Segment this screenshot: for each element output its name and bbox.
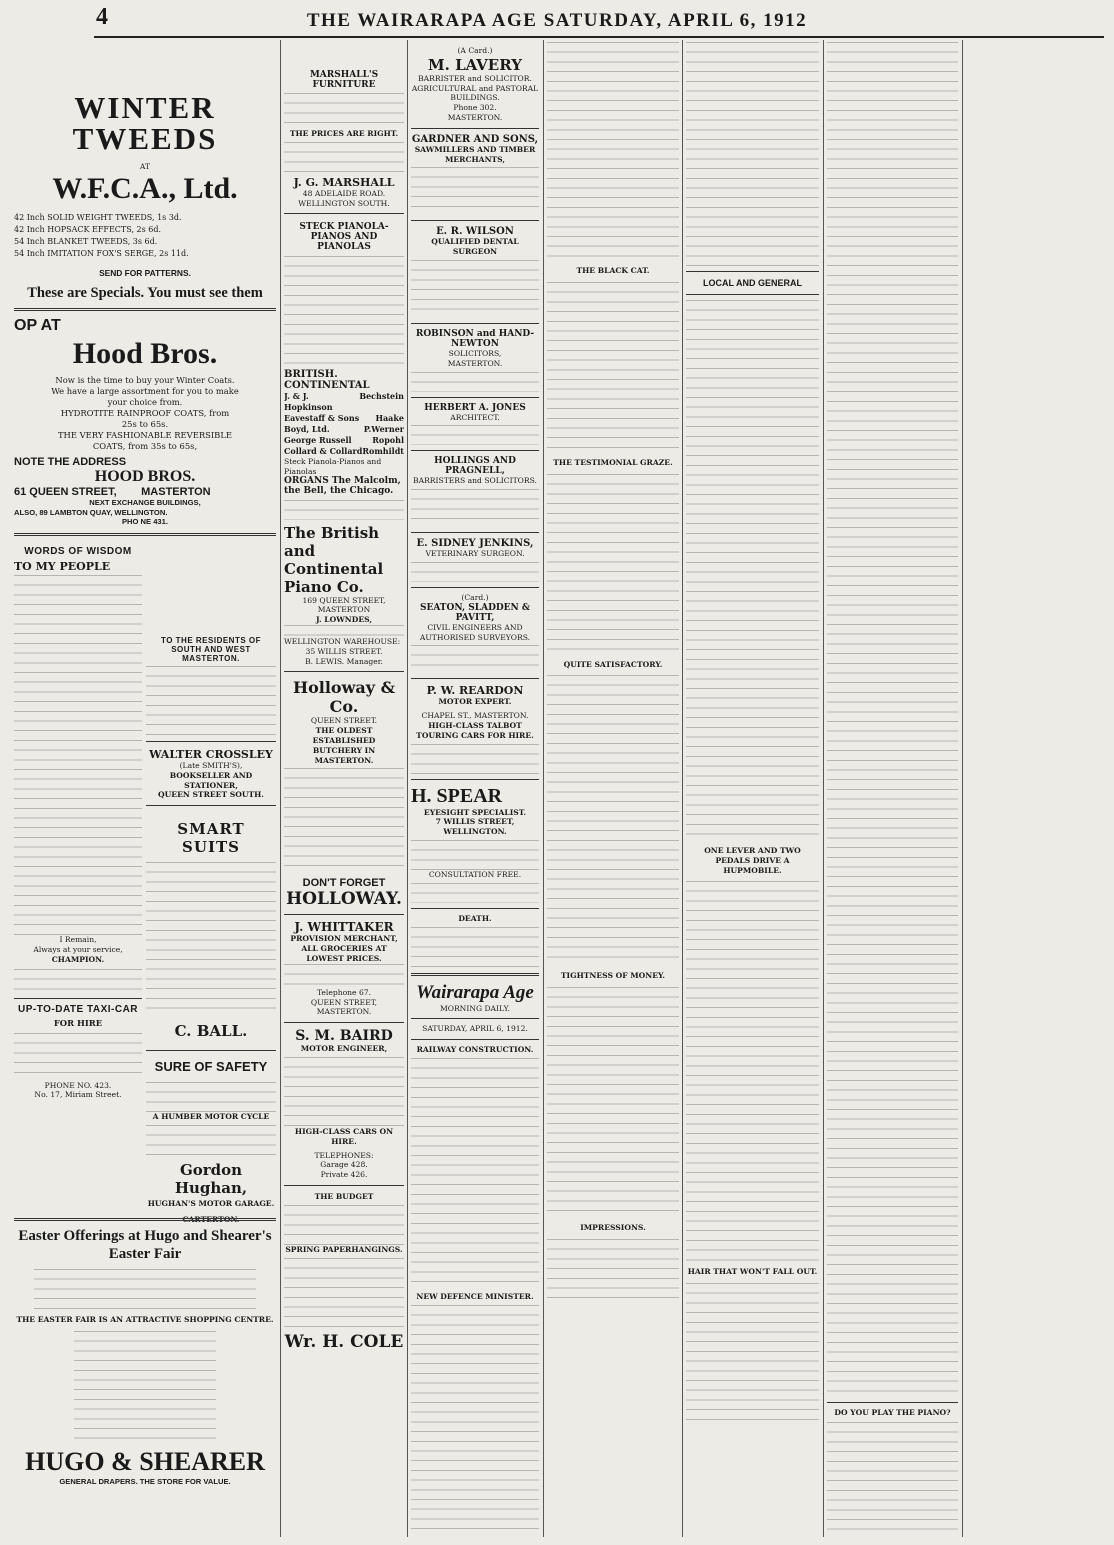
gardner-sub: SAWMILLERS AND TIMBER MERCHANTS,: [414, 144, 536, 164]
words-of-wisdom-heading: WORDS OF WISDOM: [24, 546, 132, 558]
column-rule: [543, 40, 544, 1537]
whittaker-trade: PROVISION MERCHANT,: [290, 934, 398, 944]
hood-address-name: HOOD BROS.: [94, 467, 196, 485]
column-3: [284, 42, 404, 1537]
hood-next: NEXT EXCHANGE BUILDINGS,: [89, 497, 201, 507]
article-text: [411, 1058, 539, 1288]
wisdom-sub: TO MY PEOPLE: [14, 560, 111, 574]
lavery-phone: Phone 302.: [453, 103, 497, 113]
easter-fair: THE EASTER FAIR IS AN ATTRACTIVE SHOPPING CENTRE.: [16, 1315, 274, 1324]
masthead: [0, 0, 1114, 34]
lowndes: J. LOWNDES,: [316, 615, 372, 625]
send-for-patterns: SEND FOR PATTERNS.: [99, 267, 191, 278]
lavery-title: BARRISTER and SOLICITOR.: [418, 73, 532, 83]
list-item: 54 Inch IMITATION FOX'S SERGE, 2s 11d.: [14, 248, 189, 258]
article-heading: THE BLACK CAT.: [576, 266, 650, 275]
article-text: [547, 1239, 679, 1299]
piano-maker-row: [284, 391, 404, 413]
holloway-oldest: THE OLDEST ESTABLISHED: [312, 726, 376, 745]
article-text: [146, 666, 276, 736]
hood-line: your choice from.: [107, 396, 183, 407]
piano-maker-row: [284, 435, 404, 446]
organs-line: ORGANS The Malcolm, the Bell, the Chicago.: [284, 475, 401, 496]
wfca-firm: W.F.C.A., Ltd.: [52, 171, 238, 205]
wilson-name: E. R. WILSON: [436, 226, 514, 238]
column-rule: [280, 40, 281, 1537]
piano-maker: Boyd, Ltd.: [284, 424, 330, 435]
article-text: [411, 927, 539, 967]
piano-makers-list: [284, 391, 404, 457]
article-text: [14, 1033, 142, 1081]
lavery-card: (A Card.): [457, 46, 493, 55]
column-5: [547, 42, 679, 1537]
column-4: [411, 42, 539, 1537]
article-text: [411, 372, 539, 392]
article-text: [411, 167, 539, 215]
article-heading: HAIR THAT WON'T FALL OUT.: [687, 1267, 818, 1277]
article-text: [411, 425, 539, 445]
piano-maker: Bechstein: [359, 391, 404, 402]
article-text: [146, 1082, 276, 1112]
article-text: [827, 42, 958, 1397]
marshall-name: J. G. MARSHALL: [293, 175, 395, 189]
article-text: [146, 1125, 276, 1155]
holloway-queen: QUEEN STREET.: [310, 716, 378, 726]
baird-private: Private 426.: [320, 1170, 368, 1180]
column-rule: [682, 40, 683, 1537]
article-text: [284, 500, 404, 520]
sure-of-safety-headline: SURE OF SAFETY: [154, 1059, 268, 1075]
carterton: CARTERTON.: [182, 1214, 240, 1224]
tweeds-at: AT: [139, 162, 151, 171]
column-rule: [823, 40, 824, 1537]
article-text: [284, 142, 404, 172]
article-text: [14, 575, 142, 935]
column-7: [827, 42, 958, 1537]
specials-line: These are Specials. You must see them: [27, 284, 263, 301]
article-heading: DO YOU PLAY THE PIANO?: [834, 1408, 951, 1417]
piano-maker: Haake: [375, 413, 404, 424]
seaton-card: (Card.): [461, 592, 489, 602]
article-text: [411, 645, 539, 673]
jones-title: ARCHITECT.: [450, 412, 500, 422]
note-address: NOTE THE ADDRESS: [14, 455, 127, 468]
article-text: [686, 300, 819, 840]
hood-address: 61 QUEEN STREET, MASTERTON: [14, 485, 211, 498]
article-text: [411, 260, 539, 318]
article-heading: IMPRESSIONS.: [580, 1223, 646, 1233]
residents-heading: TO THE RESIDENTS OF SOUTH AND WEST MASTERTON.: [160, 636, 262, 663]
column-6: [686, 42, 819, 1537]
reardon-title: MOTOR EXPERT.: [438, 697, 512, 707]
article-text: [411, 883, 539, 903]
british-piano-co: The British and Continental Piano Co.: [284, 523, 384, 596]
wairarapa-age-masthead: Wairarapa Age: [416, 981, 534, 1003]
article-heading: RAILWAY CONSTRUCTION.: [416, 1045, 534, 1055]
piano-maker: Collard & Collard: [284, 446, 363, 457]
baird-garage: Garage 428.: [320, 1160, 368, 1170]
local-general-heading: LOCAL AND GENERAL: [703, 278, 802, 288]
piano-maker: J. & J. Hopkinson: [284, 391, 333, 413]
lavery-name: M. LAVERY: [428, 55, 522, 74]
article-text: [284, 256, 404, 366]
prices-right: THE PRICES ARE RIGHT.: [289, 129, 399, 138]
article-heading: THE TESTIMONIAL GRAZE.: [553, 457, 673, 467]
robinson-title: SOLICITORS,: [448, 348, 502, 358]
warehouse-addr: 35 WILLIS STREET.: [305, 646, 383, 656]
british-piano-addr: 169 QUEEN STREET, MASTERTON: [302, 595, 386, 615]
jones-name: HERBERT A. JONES: [424, 402, 526, 413]
wisdom-sign: I Remain,: [59, 935, 97, 945]
article-heading: ONE LEVER AND TWO PEDALS DRIVE A HUPMOBILE.: [704, 846, 801, 875]
jenkins-title: VETERINARY SURGEON.: [425, 549, 525, 559]
spear-consult: CONSULTATION FREE.: [428, 869, 522, 879]
taxi-sub: FOR HIRE: [53, 1017, 103, 1028]
marshall-addr: 48 ADELAIDE ROAD.: [302, 188, 386, 198]
column-rule: [407, 40, 408, 1537]
article-text: [411, 562, 539, 582]
piano-maker-row: [284, 446, 404, 457]
hood-line: Now is the time to buy your Winter Coats.: [55, 374, 235, 385]
masthead-rule: [94, 36, 1104, 38]
baird-trade: MOTOR ENGINEER,: [300, 1044, 388, 1054]
spring-paperhangings: SPRING PAPERHANGINGS.: [285, 1244, 403, 1254]
column-rule: [962, 40, 963, 1537]
article-text: [547, 282, 679, 452]
baird-name: S. M. BAIRD: [295, 1028, 393, 1045]
holloway-butchery: BUTCHERY IN MASTERTON.: [312, 745, 376, 765]
steck-heading: STECK PIANOLA-PIANOS AND PIANOLAS: [299, 222, 389, 253]
list-item: 42 Inch HOPSACK EFFECTS, 2s 6d.: [14, 224, 162, 234]
holloway-big: HOLLOWAY.: [286, 889, 402, 910]
whittaker-name: J. WHITTAKER: [294, 920, 394, 935]
tweeds-list: [14, 212, 276, 260]
article-text: [284, 768, 404, 873]
article-text: [547, 42, 679, 260]
hood-hydro: HYDROTITE RAINPROOF COATS, from: [60, 407, 230, 418]
seaton-title: CIVIL ENGINEERS AND AUTHORISED SURVEYORS.: [419, 622, 531, 642]
article-text: [411, 744, 539, 774]
taxi-heading: UP-TO-DATE TAXI-CAR: [17, 1003, 139, 1015]
wilson-title: QUALIFIED DENTAL SURGEON: [431, 237, 519, 257]
smart-suits-headline: SMART SUITS: [177, 820, 245, 857]
piano-maker-row: [284, 424, 404, 435]
piano-maker: Eavestaff & Sons: [284, 413, 360, 424]
lewis-manager: B. LEWIS. Manager.: [305, 656, 383, 666]
seaton-name: SEATON, SLADDEN & PAVITT,: [419, 602, 531, 623]
reardon-cars: HIGH-CLASS TALBOT TOURING CARS FOR HIRE.: [416, 720, 534, 740]
article-text: [284, 1258, 404, 1328]
article-text: [686, 1283, 819, 1423]
steck-line: Steck Pianola-Pianos and Pianolas: [284, 457, 382, 477]
hood-line: We have a large assortment for you to make: [51, 385, 239, 396]
article-heading: NEW DEFENCE MINISTER.: [416, 1291, 534, 1301]
hood-phone: PHO NE 431.: [121, 517, 168, 527]
baird-tel: TELEPHONES:: [314, 1150, 374, 1160]
article-text: [284, 625, 404, 637]
article-text: [284, 93, 404, 129]
easter-headline: Easter Offerings at Hugo and Shearer's Easter Fair: [18, 1228, 272, 1262]
wisdom-sign: Always at your service,: [33, 944, 123, 954]
article-text: [547, 987, 679, 1217]
article-text: [74, 1331, 216, 1441]
article-text: [146, 862, 276, 1012]
piano-maker: George Russell: [284, 435, 352, 446]
hood-bros-name: Hood Bros.: [72, 336, 218, 370]
crossley-addr: QUEEN STREET SOUTH.: [158, 790, 264, 800]
article-text: [34, 1269, 256, 1309]
article-text: [411, 840, 539, 870]
article-text: [14, 969, 142, 993]
list-item: 54 Inch BLANKET TWEEDS, 3s 6d.: [14, 236, 158, 246]
piano-maker: Romhildt: [362, 446, 404, 457]
op-at: OP AT: [14, 316, 61, 334]
piano-maker: P.Werner: [363, 424, 404, 435]
article-text: [411, 1305, 539, 1537]
crossley-trade: BOOKSELLER AND STATIONER,: [169, 770, 253, 790]
spear-title: EYESIGHT SPECIALIST.: [423, 807, 527, 817]
death-heading: DEATH.: [458, 913, 492, 923]
article-text: [547, 675, 679, 965]
article-heading: TIGHTNESS OF MONEY.: [560, 971, 666, 981]
gordon-hughan: Gordon Hughan,: [174, 1160, 248, 1197]
article-text: [284, 1205, 404, 1245]
reardon-name: P. W. REARDON: [426, 684, 524, 698]
c-ball-name: C. BALL.: [174, 1022, 248, 1041]
spear-name: H. SPEAR: [411, 784, 503, 807]
budget-heading: THE BUDGET: [314, 1191, 374, 1201]
hood-also: ALSO, 89 LAMBTON QUAY, WELLINGTON.: [14, 507, 168, 517]
easter-ad: [14, 1212, 276, 1537]
whittaker-phone: Telephone 67.: [316, 987, 372, 997]
whittaker-addr: QUEEN STREET, MASTERTON.: [310, 997, 378, 1017]
list-item: 42 Inch SOLID WEIGHT TWEEDS, 1s 3d.: [14, 212, 182, 222]
article-text: [827, 1422, 958, 1537]
hugo-shearer: HUGO & SHEARER: [25, 1446, 265, 1476]
jenkins-name: E. SIDNEY JENKINS,: [416, 538, 534, 550]
article-heading: QUITE SATISFACTORY.: [563, 659, 663, 669]
marshall-addr: WELLINGTON SOUTH.: [298, 198, 390, 208]
article-text: [411, 489, 539, 527]
hood-reversible: THE VERY FASHIONABLE REVERSIBLE: [57, 429, 233, 440]
crossley-name: WALTER CROSSLEY: [149, 748, 273, 761]
spear-addr: 7 WILLIS STREET, WELLINGTON.: [435, 817, 515, 837]
article-text: [686, 881, 819, 1261]
warehouse: WELLINGTON WAREHOUSE:: [284, 636, 401, 646]
holloway-name: Holloway & Co.: [292, 678, 396, 717]
hollings-title: BARRISTERS and SOLICITORS.: [413, 476, 537, 486]
taxi-phone: PHONE NO. 423.: [44, 1080, 112, 1090]
piano-maker: Ropohl: [372, 435, 404, 446]
lavery-place: MASTERTON.: [447, 112, 503, 122]
hughan-garage: HUGHAN'S MOTOR GARAGE.: [147, 1198, 275, 1208]
british-continental: BRITISH. CONTINENTAL: [284, 369, 370, 392]
article-text: [284, 1057, 404, 1127]
article-text: [686, 42, 819, 266]
wisdom-sign: CHAMPION.: [51, 954, 105, 964]
hood-hydro-price: 25s to 65s.: [121, 418, 169, 429]
article-text: [284, 964, 404, 988]
morning-daily: MORNING DAILY.: [439, 1003, 511, 1013]
reardon-addr: CHAPEL ST., MASTERTON.: [421, 711, 529, 721]
whittaker-groceries: ALL GROCERIES AT LOWEST PRICES.: [301, 944, 387, 963]
baird-hire: HIGH-CLASS CARS ON HIRE.: [294, 1126, 394, 1146]
article-text: [547, 474, 679, 654]
marshall-heading: MARSHALL'S FURNITURE: [309, 70, 379, 90]
dont-forget: DON'T FORGET: [302, 877, 386, 890]
page-number: 4: [96, 4, 108, 30]
crossley-sub: (Late SMITH'S),: [179, 761, 243, 770]
piano-maker-row: [284, 413, 404, 424]
gardner-name: GARDNER AND SONS,: [411, 133, 539, 145]
lavery-sub: AGRICULTURAL and PASTORAL BUILDINGS.: [411, 83, 539, 103]
hood-reversible-price: COATS, from 35s to 65s,: [92, 440, 198, 451]
humber-cycle: A HUMBER MOTOR CYCLE: [152, 1112, 270, 1122]
robinson-name: ROBINSON and HAND-NEWTON: [415, 328, 535, 349]
cole-name: Wr. H. COLE: [284, 1331, 404, 1352]
easter-footer: GENERAL DRAPERS. THE STORE FOR VALUE.: [59, 1476, 231, 1486]
newspaper-title: THE WAIRARAPA AGE SATURDAY, APRIL 6, 1912: [306, 10, 808, 31]
robinson-place: MASTERTON.: [447, 358, 503, 368]
winter-tweeds-headline: WINTER TWEEDS: [72, 90, 218, 156]
taxi-addr: No. 17, Miriam Street.: [34, 1090, 122, 1100]
paper-date: SATURDAY, APRIL 6, 1912.: [422, 1024, 528, 1034]
hollings-name: HOLLINGS AND PRAGNELL,: [434, 456, 516, 477]
